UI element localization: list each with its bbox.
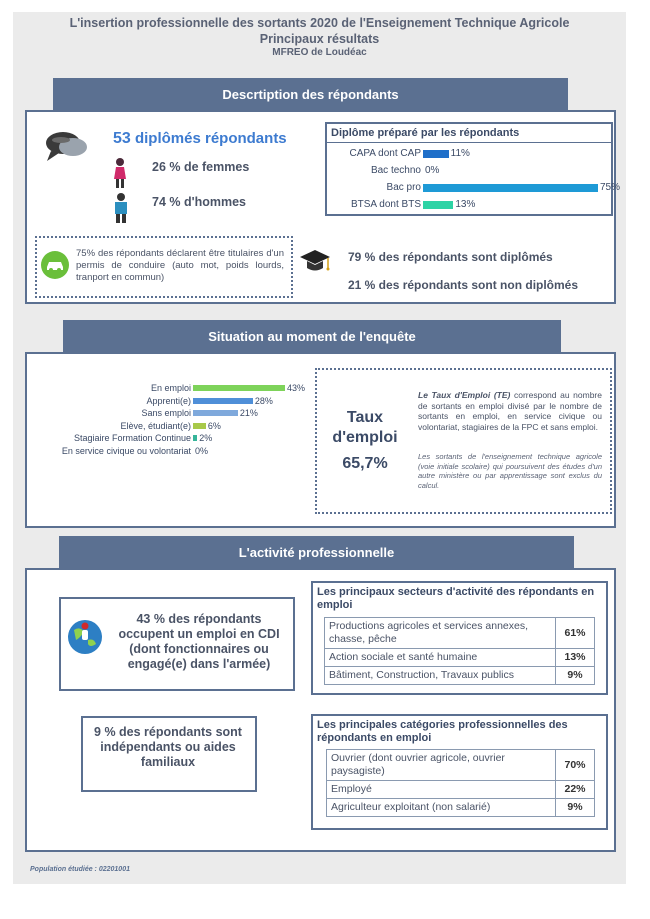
category-row [327,799,595,817]
categories-table [326,749,595,817]
categories-title: Les principales catégories professionnelles des répondants en emploi [317,719,568,744]
graduates-label: diplômés répondants [134,130,287,147]
situation-chart-bar [193,385,285,391]
category-row [327,781,595,799]
chat-icon [43,127,91,167]
population-note: Population étudiée : 02201001 [30,866,130,873]
situation-chart-label: En emploi [150,383,191,393]
category-label: Ouvrier (dont ouvrier agricole, ouvrier paysagiste) [327,750,556,781]
globe-person-icon [66,618,104,656]
diploma-chart-label: Bac pro [386,182,421,193]
diploma-no: 21 % des répondants sont non diplômés [348,278,579,292]
category-row [327,750,595,781]
situation-chart-value: 6% [207,420,221,431]
situation-chart-value: 21% [239,408,258,418]
situation-chart-label: Apprenti(e) [146,395,191,406]
diploma-chart-value: 13% [455,199,476,210]
sector-row [325,649,595,667]
sector-label: Action sociale et santé humaine [325,649,556,667]
diploma-chart [325,145,621,215]
diploma-chart-label: BTSA dont BTS [350,199,421,210]
diploma-chart-label: CAPA dont CAP [349,148,421,159]
sector-value: 9% [556,667,595,685]
diploma-chart-bar [423,184,598,192]
license-text: 75% des répondants déclarent être titulaires d'un permis de conduire (auto mot, poids lourds, tranport en commun) [76,248,284,283]
category-label: Employé [327,781,556,799]
graduates-count: 53 [113,130,131,147]
man-icon [109,192,133,224]
situation-chart-label: Sans emploi [141,408,191,418]
situation-chart-bar [193,410,238,416]
te-definition [418,390,602,432]
situation-chart-bar [193,398,253,404]
diploma-chart-bar [423,201,453,209]
men-share: 74 % d'hommes [152,195,246,209]
situation-chart-label: En service civique ou volontariat [61,445,191,456]
situation-chart-label: Elève, étudiant(e) [120,420,191,431]
situation-chart [27,382,317,482]
te-term: Le Taux d'Emploi (TE) [418,390,511,400]
sector-row [325,667,595,685]
sector-value: 13% [556,649,595,667]
situation-chart-value: 2% [199,433,213,443]
category-value: 70% [556,750,595,781]
sector-label: Bâtiment, Construction, Travaux publics [325,667,556,685]
sectors-table [324,617,595,685]
report-subtitle: Principaux résultats [259,32,380,46]
cdi-text: 43 % des répondants occupent un emploi en CDI (dont fonctionnaires ou engagé(e) dans l'armée) [118,612,280,671]
situation-chart-bar [193,423,206,429]
report-title: L'insertion professionnelle des sortants 2020 de l'Enseignement Technique Agricole [69,16,570,30]
situation-chart-value: 0% [195,445,209,456]
te-definition-text: correspond au nombre de sortants en emploi divisé par le nombre de sortants en emploi, en service civique ou volontariat, stagiaires de la FPC et sans emploi. [418,390,602,432]
car-icon [40,250,70,280]
section-title-situation: Situation au moment de l'enquête [63,320,561,353]
employment-rate-label: Taux d'emploi [332,409,398,446]
sector-label: Productions agricoles et services annexes, chasse, pêche [325,618,556,649]
employment-rate-value: 65,7% [342,455,388,472]
situation-chart-value: 43% [287,383,306,393]
situation-chart-bar [193,435,197,441]
independent-text: 9 % des répondants sont indépendants ou aides familiaux [94,725,242,769]
diploma-chart-title: Diplôme préparé par les répondants [327,124,611,143]
section-title-activity: L'activité professionnelle [59,536,574,569]
category-value: 9% [556,799,595,817]
diploma-chart-label: Bac techno [370,165,421,176]
diploma-chart-value: 11% [450,148,470,159]
sector-row [325,618,595,649]
women-share: 26 % de femmes [152,160,250,174]
diploma-yes: 79 % des répondants sont diplômés [348,250,553,264]
report-sheet [13,12,626,884]
category-value: 22% [556,781,595,799]
graduates-summary [113,130,287,148]
school-name: MFREO de Loudéac [272,47,367,58]
diploma-chart-bar [423,150,449,158]
graduation-cap-icon [299,248,331,276]
sectors-title: Les principaux secteurs d'activité des répondants en emploi [317,586,595,611]
sector-value: 61% [556,618,595,649]
situation-chart-label: Stagiaire Formation Continue [73,433,191,443]
te-note: Les sortants de l'enseignement technique agricole (voie initiale scolaire) qui poursuivent des études d'un autre ministère ou par apprentissage sont exclus du calcul. [418,452,602,490]
woman-icon [110,157,130,189]
diploma-chart-value: 75% [600,182,621,193]
diploma-chart-value: 0% [425,165,440,176]
section-title-respondents: Descrtiption des répondants [53,78,568,111]
situation-chart-value: 28% [254,395,273,406]
category-label: Agriculteur exploitant (non salarié) [327,799,556,817]
